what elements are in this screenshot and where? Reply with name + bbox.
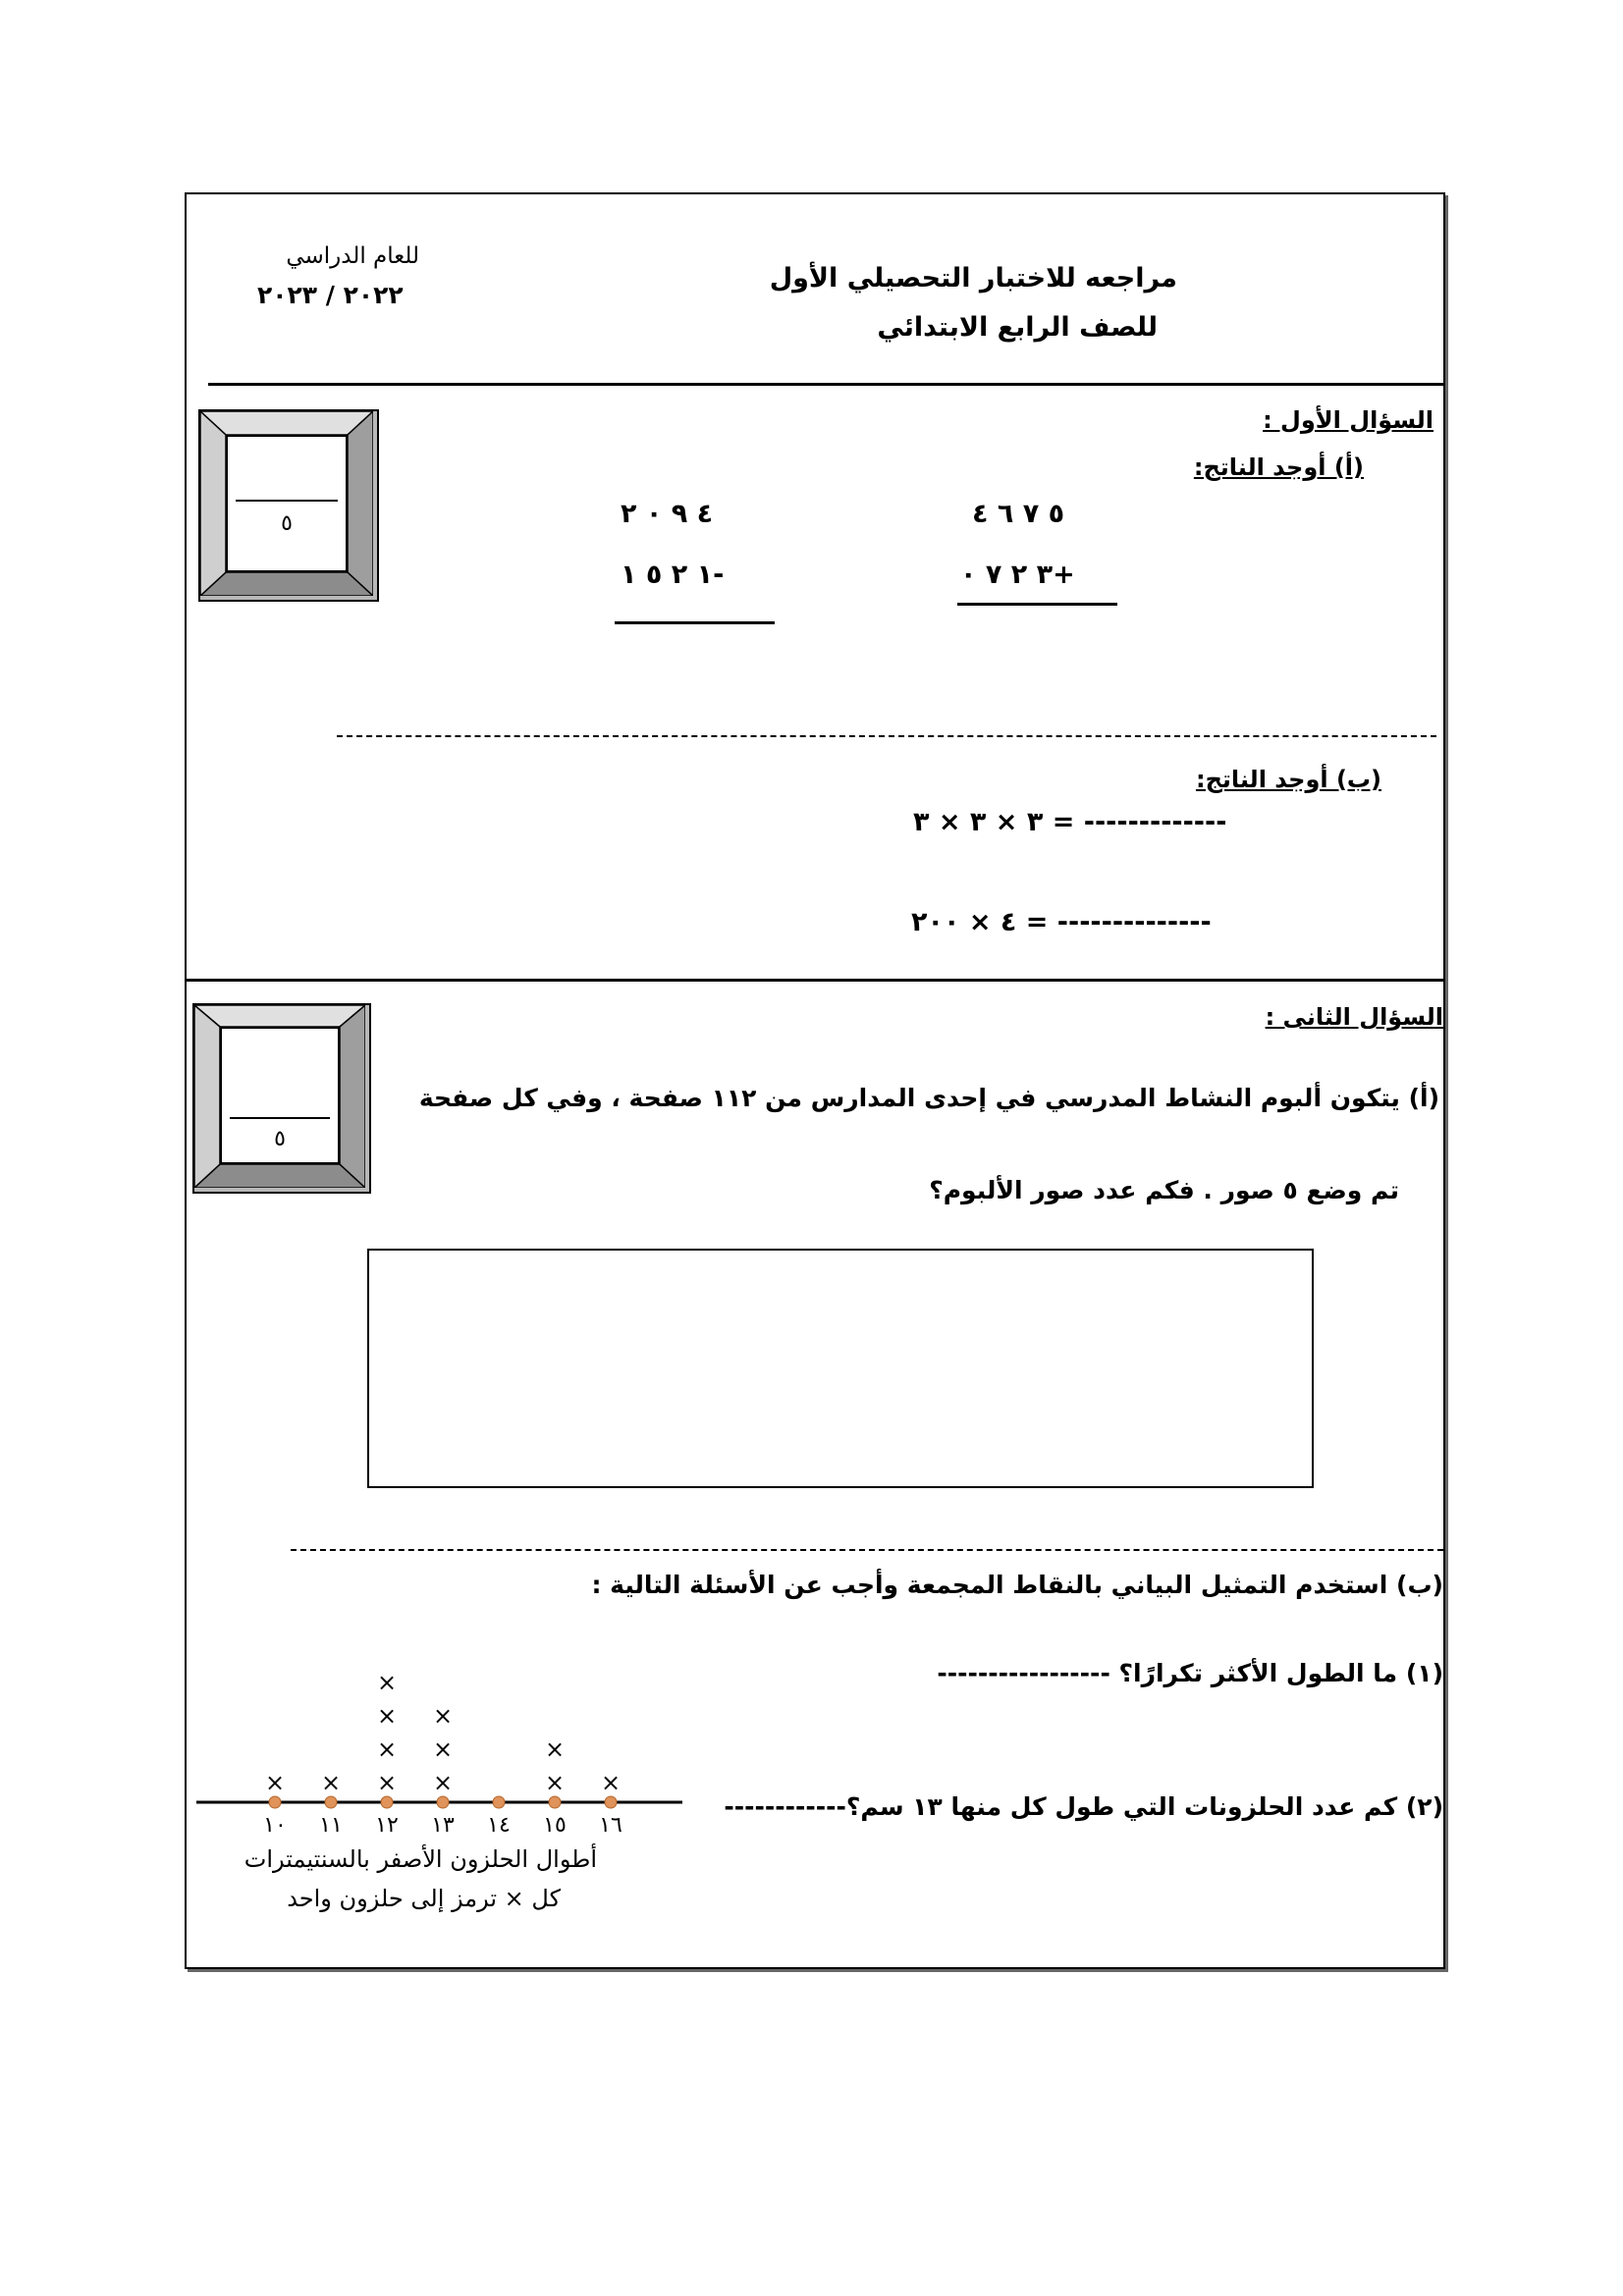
line-plot-tick-dot bbox=[437, 1796, 449, 1808]
line-plot-x-mark: × bbox=[264, 1769, 286, 1796]
line-plot-x-mark: × bbox=[544, 1735, 566, 1763]
title-line-1: مراجعه للاختبار التحصيلي الأول bbox=[769, 263, 1177, 294]
equation-1 bbox=[913, 807, 1226, 837]
q2-dashed-divider bbox=[291, 1549, 1443, 1551]
year-label: للعام الدراسي bbox=[286, 243, 419, 269]
q1-dashed-divider bbox=[337, 735, 1436, 737]
q1-score-line bbox=[236, 500, 338, 502]
line-plot-tick-dot bbox=[325, 1796, 337, 1808]
line-plot-caption: كل × ترمز إلى حلزون واحد bbox=[287, 1885, 561, 1912]
line-plot bbox=[187, 1629, 697, 1865]
q1-score-value: ٥ bbox=[281, 511, 293, 536]
line-plot-x-mark: × bbox=[320, 1769, 342, 1796]
q2-score-box bbox=[192, 1003, 371, 1194]
line-plot-tick-dot bbox=[549, 1796, 561, 1808]
q1-part-b-label: (ب) أوجد الناتج: bbox=[1195, 766, 1381, 793]
line-plot-tick-label: ١٤ bbox=[487, 1813, 511, 1838]
line-plot-tick-label: ١٥ bbox=[543, 1813, 567, 1838]
q2-sub-question-2: (٢) كم عدد الحلزونات التي طول كل منها ١٣ سم؟------------ bbox=[724, 1792, 1443, 1821]
header-divider bbox=[208, 383, 1443, 386]
add-bottom: ٣ ٢ ٧ ٠+ bbox=[960, 560, 1075, 590]
answer-box[interactable] bbox=[367, 1249, 1314, 1488]
line-plot-x-mark: × bbox=[376, 1769, 398, 1796]
q2-part-b-label: (ب) استخدم التمثيل البياني بالنقاط المجمعة وأجب عن الأسئلة التالية : bbox=[591, 1571, 1443, 1599]
q2-part-a-line-1: (أ) يتكون ألبوم النشاط المدرسي في إحدى المدارس من ١١٢ صفحة ، وفي كل صفحة bbox=[418, 1084, 1439, 1112]
line-plot-tick-label: ١٦ bbox=[599, 1813, 622, 1838]
line-plot-x-mark: × bbox=[432, 1702, 454, 1730]
line-plot-x-mark: × bbox=[376, 1702, 398, 1730]
q2-score-inner bbox=[220, 1027, 340, 1164]
q2-score-value: ٥ bbox=[274, 1127, 286, 1151]
line-plot-x-mark: × bbox=[376, 1735, 398, 1763]
line-plot-tick-dot bbox=[605, 1796, 617, 1808]
line-plot-xlabel: أطوال الحلزون الأصفر بالسنتيمترات bbox=[243, 1845, 597, 1873]
line-plot-x-mark: × bbox=[432, 1735, 454, 1763]
line-plot-tick-label: ١٣ bbox=[431, 1813, 455, 1838]
line-plot-x-mark: × bbox=[376, 1669, 398, 1696]
equation-2-text: ٤ × ٢٠٠ = -------------- bbox=[911, 907, 1212, 937]
sub-underline bbox=[615, 621, 775, 624]
line-plot-tick-label: ١١ bbox=[319, 1813, 343, 1838]
line-plot-tick-dot bbox=[269, 1796, 281, 1808]
line-plot-tick-dot bbox=[493, 1796, 505, 1808]
line-plot-tick-label: ١٠ bbox=[263, 1813, 287, 1838]
q1-score-box bbox=[198, 409, 379, 602]
q2-sub-question-1: (١) ما الطول الأكثر تكرارًا؟ ----------------- bbox=[937, 1659, 1443, 1687]
q1-part-a-label: (أ) أوجد الناتج: bbox=[1193, 454, 1364, 481]
year-value: ٢٠٢٢ / ٢٠٢٣ bbox=[257, 281, 404, 309]
line-plot-tick-label: ١٢ bbox=[375, 1813, 399, 1838]
line-plot-x-mark: × bbox=[544, 1769, 566, 1796]
add-underline bbox=[957, 603, 1117, 606]
line-plot-x-mark: × bbox=[600, 1769, 622, 1796]
sub-bottom: ١ ٢ ٥ ١- bbox=[621, 560, 725, 590]
equation-1-text: ٣ × ٣ × ٣ = ------------- bbox=[913, 807, 1227, 837]
q2-heading: السؤال الثانى : bbox=[1265, 1003, 1443, 1031]
q1-heading: السؤال الأول : bbox=[1263, 406, 1434, 434]
equation-2 bbox=[911, 907, 1212, 937]
q2-score-line bbox=[230, 1117, 330, 1119]
q1-score-inner bbox=[226, 435, 348, 572]
line-plot-tick-dot bbox=[381, 1796, 393, 1808]
add-top: ٥ ٧ ٦ ٤ bbox=[972, 499, 1065, 529]
line-plot-x-mark: × bbox=[432, 1769, 454, 1796]
title-line-2: للصف الرابع الابتدائي bbox=[877, 312, 1158, 343]
q2-part-a-line-2: تم وضع ٥ صور . فكم عدد صور الألبوم؟ bbox=[929, 1176, 1399, 1204]
sub-top: ٤ ٩ ٠ ٢ bbox=[621, 499, 714, 529]
section-divider bbox=[187, 979, 1443, 982]
